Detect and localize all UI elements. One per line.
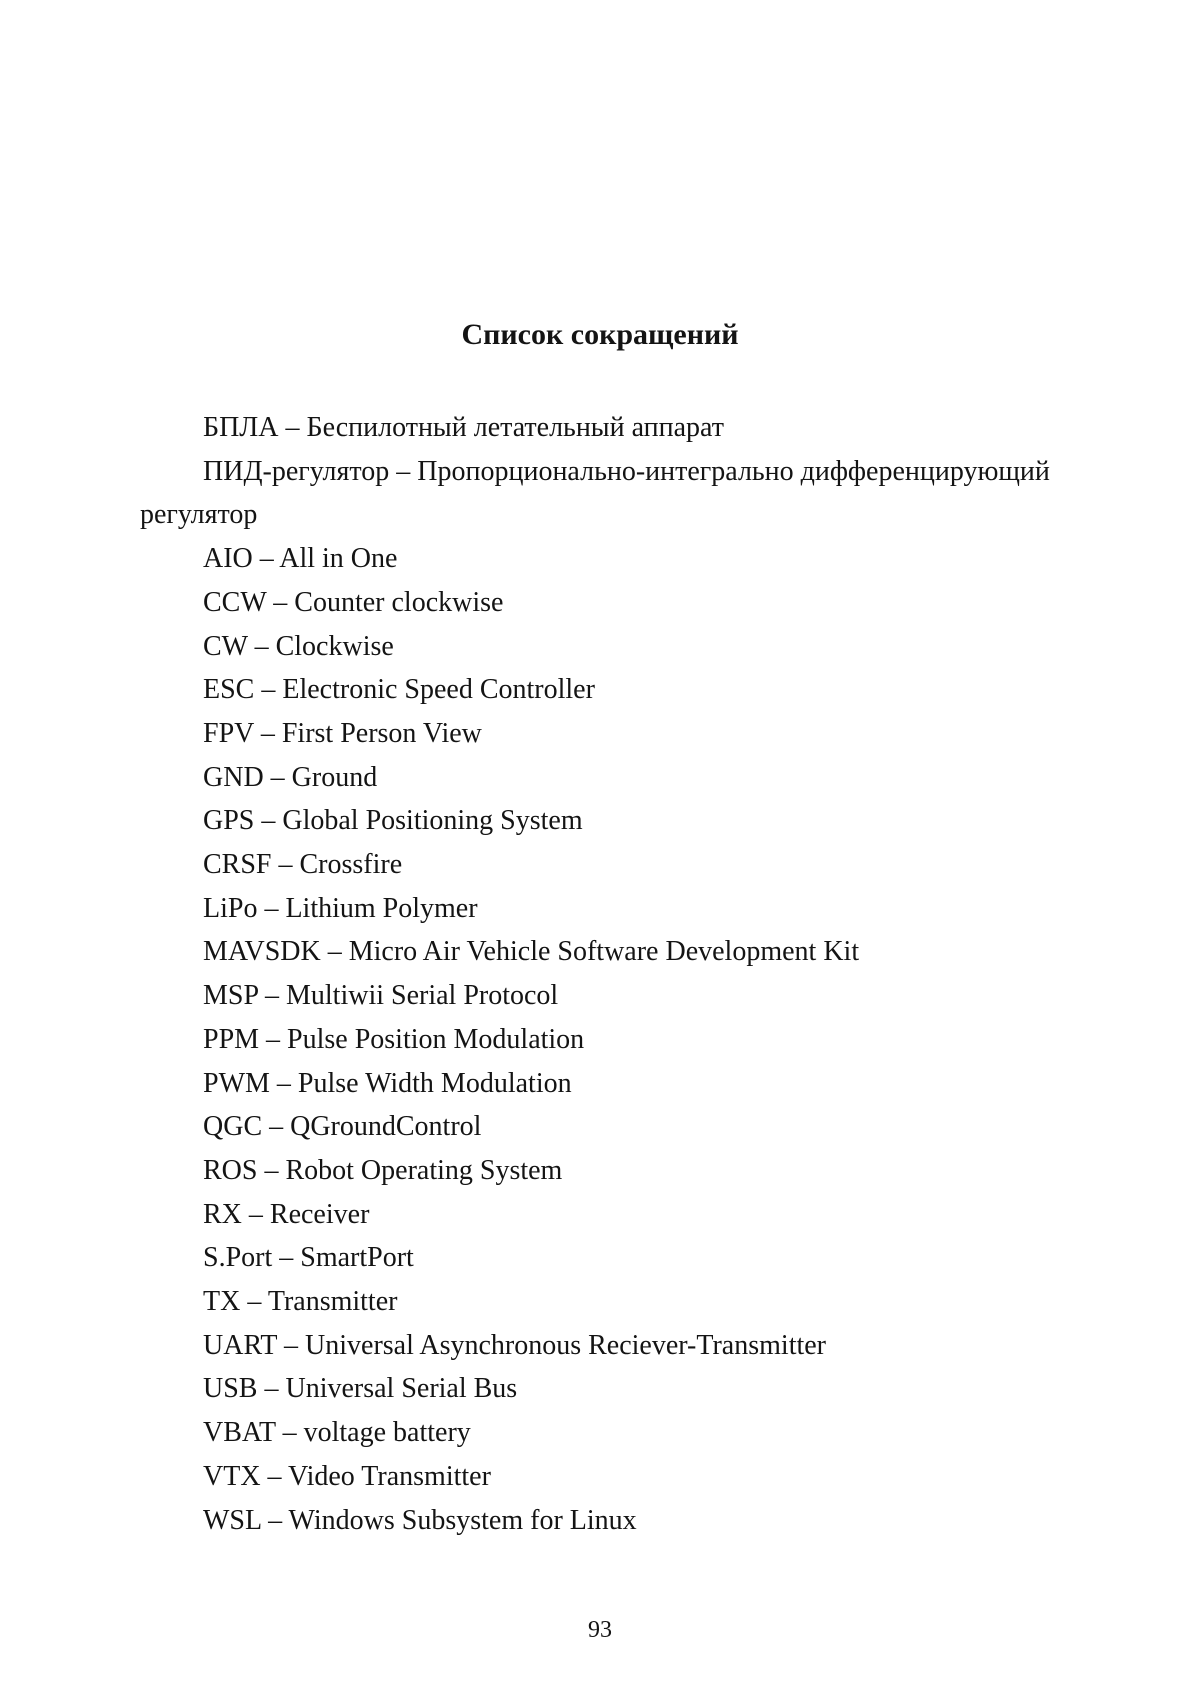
list-item: GPS – Global Positioning System bbox=[203, 805, 583, 837]
page-number: 93 bbox=[588, 1617, 612, 1643]
list-item: MAVSDK – Micro Air Vehicle Software Development Kit bbox=[203, 936, 860, 968]
list-item: AIO – All in One bbox=[203, 543, 398, 575]
list-item: UART – Universal Asynchronous Reciever-Transmitter bbox=[203, 1329, 826, 1361]
list-item: БПЛА – Беспилотный летательный аппарат bbox=[203, 412, 724, 443]
list-item: GND – Ground bbox=[203, 761, 378, 793]
page-title: Список сокращений bbox=[461, 318, 739, 351]
list-item: VBAT – voltage battery bbox=[203, 1417, 471, 1449]
list-item: CCW – Counter clockwise bbox=[203, 586, 504, 618]
list-item: ROS – Robot Operating System bbox=[203, 1154, 563, 1186]
list-item: PPM – Pulse Position Modulation bbox=[203, 1023, 585, 1055]
list-item: RX – Receiver bbox=[203, 1198, 370, 1230]
list-item: CRSF – Crossfire bbox=[203, 849, 403, 881]
list-item: FPV – First Person View bbox=[203, 717, 482, 749]
list-item: LiPo – Lithium Polymer bbox=[203, 892, 478, 924]
list-item: QGC – QGroundControl bbox=[203, 1111, 482, 1143]
list-item: TX – Transmitter bbox=[203, 1286, 398, 1318]
list-item: USB – Universal Serial Bus bbox=[203, 1373, 518, 1405]
list-item: ESC – Electronic Speed Controller bbox=[203, 674, 595, 706]
list-item: S.Port – SmartPort bbox=[203, 1242, 414, 1274]
list-item: PWM – Pulse Width Modulation bbox=[203, 1067, 572, 1099]
list-item: VTX – Video Transmitter bbox=[203, 1460, 491, 1492]
list-item: WSL – Windows Subsystem for Linux bbox=[203, 1504, 637, 1536]
list-item: CW – Clockwise bbox=[203, 630, 394, 662]
list-item: MSP – Multiwii Serial Protocol bbox=[203, 980, 559, 1012]
abbreviation-list bbox=[140, 406, 1060, 1542]
list-item: ПИД-регулятор – Пропорционально-интегрально дифференцирующий регулятор bbox=[140, 455, 1050, 531]
